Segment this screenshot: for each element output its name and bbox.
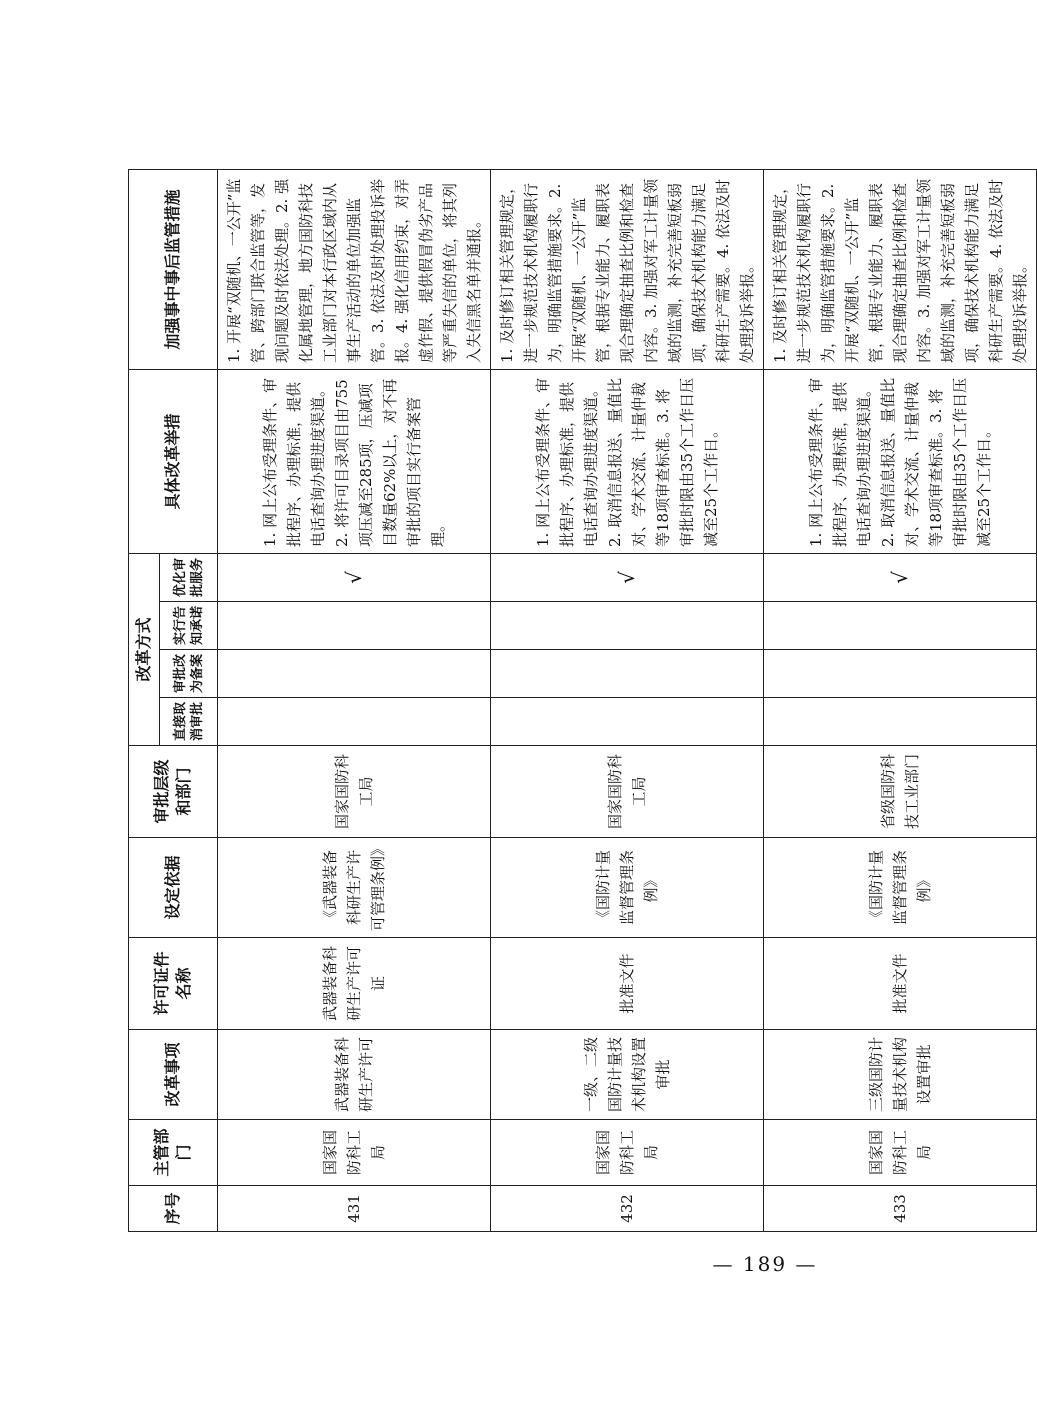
cell-level: 省级国防科技工业部门 <box>764 746 1037 838</box>
cell-measures: 1. 网上公布受理条件、审批程序、办理标准，提供电话查询办理进度渠道。2. 取消信息报送、量值比对、学术交流、计量仲裁等18项审查标准。3. 将审批时限由35个工作日压减至25个工作日。 <box>764 369 1037 553</box>
cell-method-cancel <box>491 698 764 746</box>
cell-method-record <box>218 650 491 698</box>
cell-license: 批准文件 <box>491 938 764 1030</box>
cell-method-optimize: √ <box>764 553 1037 601</box>
cell-method-record <box>491 650 764 698</box>
cell-item: 一级、二级国防计量技术机构设置审批 <box>491 1030 764 1120</box>
cell-license: 武器装备科研生产许可证 <box>218 938 491 1030</box>
page-number: — 189 — <box>712 1252 818 1276</box>
cell-license: 批准文件 <box>764 938 1037 1030</box>
cell-method-commit <box>218 602 491 650</box>
cell-seq: 431 <box>218 1186 491 1232</box>
header-measures: 具体改革举措 <box>129 369 218 553</box>
header-seq: 序号 <box>129 1186 218 1232</box>
cell-supervision: 1. 及时修订相关管理规定，进一步规范技术机构履职行为，明确监管措施要求。2. 开展“双随机、一公开”监管，根据专业能力、履职表现合理确定抽查比例和检查内容。3. 加强对军工计量领域的监测，补充完善短板弱项，确保技术机构能力满足科研生产需要。4. 依法及时处理投诉举报。 <box>491 169 764 369</box>
header-supervision: 加强事中事后监管措施 <box>129 169 218 369</box>
cell-level: 国家国防科工局 <box>218 746 491 838</box>
reform-table <box>128 169 1037 1232</box>
cell-method-cancel <box>218 698 491 746</box>
header-dept: 主管部门 <box>129 1120 218 1186</box>
cell-method-record <box>764 650 1037 698</box>
cell-basis: 《国防计量监督管理条例》 <box>491 838 764 938</box>
cell-basis: 《武器装备科研生产许可管理条例》 <box>218 838 491 938</box>
table-row <box>491 169 764 1231</box>
header-method-record: 审批改为备案 <box>160 650 218 698</box>
cell-dept: 国家国防科工局 <box>764 1120 1037 1186</box>
cell-measures: 1. 网上公布受理条件、审批程序、办理标准，提供电话查询办理进度渠道。2. 取消信息报送、量值比对、学术交流、计量仲裁等18项审查标准。3. 将审批时限由35个工作日压减至25个工作日。 <box>491 369 764 553</box>
cell-measures: 1. 网上公布受理条件、审批程序、办理标准，提供电话查询办理进度渠道。2. 将许可目录项目由755项压减至285项，压减项目数量62%以上，对不再审批的项目实行备案管理。 <box>218 369 491 553</box>
cell-supervision: 1. 及时修订相关管理规定，进一步规范技术机构履职行为，明确监管措施要求。2. 开展“双随机、一公开”监管，根据专业能力、履职表现合理确定抽查比例和检查内容。3. 加强对军工计量领域的监测，补充完善短板弱项，确保技术机构能力满足科研生产需要。4. 依法及时处理投诉举报。 <box>764 169 1037 369</box>
header-basis: 设定依据 <box>129 838 218 938</box>
table-row <box>218 169 491 1231</box>
header-item: 改革事项 <box>129 1030 218 1120</box>
cell-basis: 《国防计量监督管理条例》 <box>764 838 1037 938</box>
header-row-1 <box>129 169 160 1231</box>
cell-dept: 国家国防科工局 <box>218 1120 491 1186</box>
cell-method-optimize: √ <box>491 553 764 601</box>
table-row <box>764 169 1037 1231</box>
header-method-optimize: 优化审批服务 <box>160 553 218 601</box>
header-method-commit: 实行告知承诺 <box>160 602 218 650</box>
cell-seq: 432 <box>491 1186 764 1232</box>
header-method-group: 改革方式 <box>129 553 160 745</box>
cell-method-commit <box>491 602 764 650</box>
cell-method-commit <box>764 602 1037 650</box>
cell-dept: 国家国防科工局 <box>491 1120 764 1186</box>
reform-table-rotated <box>128 170 1029 1232</box>
cell-method-cancel <box>764 698 1037 746</box>
cell-item: 三级国防计量技术机构设置审批 <box>764 1030 1037 1120</box>
header-license: 许可证件名称 <box>129 938 218 1030</box>
cell-method-optimize: √ <box>218 553 491 601</box>
cell-item: 武器装备科研生产许可 <box>218 1030 491 1120</box>
cell-level: 国家国防科工局 <box>491 746 764 838</box>
header-level: 审批层级和部门 <box>129 746 218 838</box>
header-method-cancel: 直接取消审批 <box>160 698 218 746</box>
cell-seq: 433 <box>764 1186 1037 1232</box>
cell-supervision: 1. 开展“双随机、一公开”监管、跨部门联合监管等，发现问题及时依法处理。2. 强化属地管理，地方国防科技工业部门对本行政区域内从事生产活动的单位加强监管。3. 依法及时处理投诉举报。4. 强化信用约束，对弄虚作假、提供假冒伪劣产品等严重失信的单位，将其列入失信黑名单并通报。 <box>218 169 491 369</box>
